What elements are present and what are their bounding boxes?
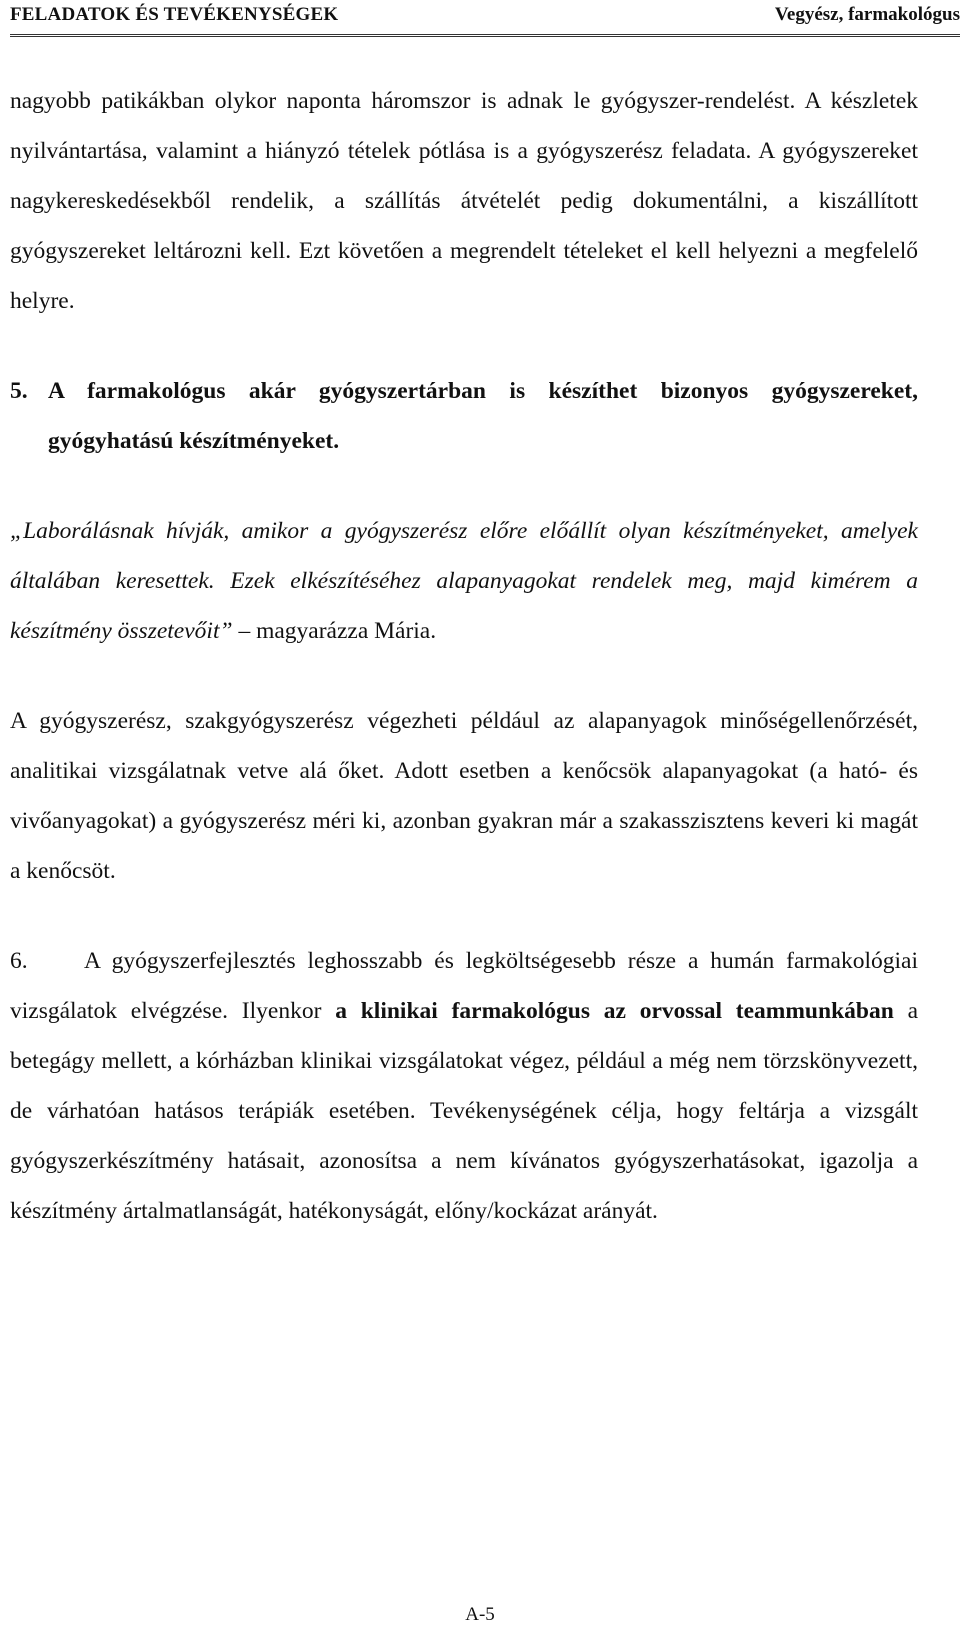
clinical-bold-text: a klinikai farmakológus az orvossal teammunkában <box>335 998 894 1024</box>
clinical-text-b: a betegágy mellett, a kórházban klinikai vizsgálatokat végez, például a még nem törzskönyvezett, de várhatóan hatásos terápiák esetében. Tevékenységének célja, hogy feltárja a vizsgált gyógyszerkészítmény hatásait, azonosítsa a nem kívánatos gyógyszerhatásokat, igazolja a készítmény ártalmatlanságát, hatékonyságát, előny/kockázat arányát. <box>10 998 919 1224</box>
quote-text: „Laborálásnak hívják, amikor a gyógyszerész előre előállít olyan készítményeket, amelyek általában keresettek. Ezek elkészítéséhez alapanyagokat rendelek meg, majd kimérem a készítmény összetevőit” <box>10 518 918 644</box>
paragraph-clinical-trials <box>10 936 918 1236</box>
page-header <box>10 0 960 37</box>
header-document-title: Vegyész, farmakológus <box>774 4 960 25</box>
section-heading-5 <box>10 366 918 466</box>
heading-text: A farmakológus akár gyógyszertárban is készíthet bizonyos gyógyszereket, gyógyhatású készítményeket. <box>48 378 918 454</box>
paragraph-inventory: nagyobb patikákban olykor naponta háromszor is adnak le gyógyszer-rendelést. A készletek nyilvántartása, valamint a hiányzó tételek pótlása is a gyógyszerész feladata. A gyógyszereket nagykereskedésekből rendelik, a szállítás átvételét pedig dokumentálni, a kiszállított gyógyszereket leltározni kell. Ezt követően a megrendelt tételeket el kell helyezni a megfelelő helyre. <box>10 88 918 314</box>
page-number: A-5 <box>465 1604 495 1625</box>
quote-attribution: – magyarázza Mária. <box>232 618 437 644</box>
item-number: 6. <box>10 948 28 974</box>
header-section-title: FELADATOK ÉS TEVÉKENYSÉGEK <box>10 4 339 25</box>
page-content <box>10 76 918 1236</box>
paragraph-quality-control: A gyógyszerész, szakgyógyszerész végezheti például az alapanyagok minőségellenőrzését, analitikai vizsgálatnak vetve alá őket. Adott esetben a kenőcsök alapanyagokat (a ható- és vivőanyagokat) a gyógyszerész méri ki, azonban gyakran már a szakasszisztens keveri ki magát a kenőcsöt. <box>10 708 918 884</box>
heading-number: 5. <box>10 378 28 404</box>
clinical-text-a: A gyógyszerfejlesztés leghosszabb és legköltségesebb része a humán farmakológiai vizsgálatok elvégzése. Ilyenkor <box>10 948 918 1024</box>
quote-paragraph <box>10 506 918 656</box>
